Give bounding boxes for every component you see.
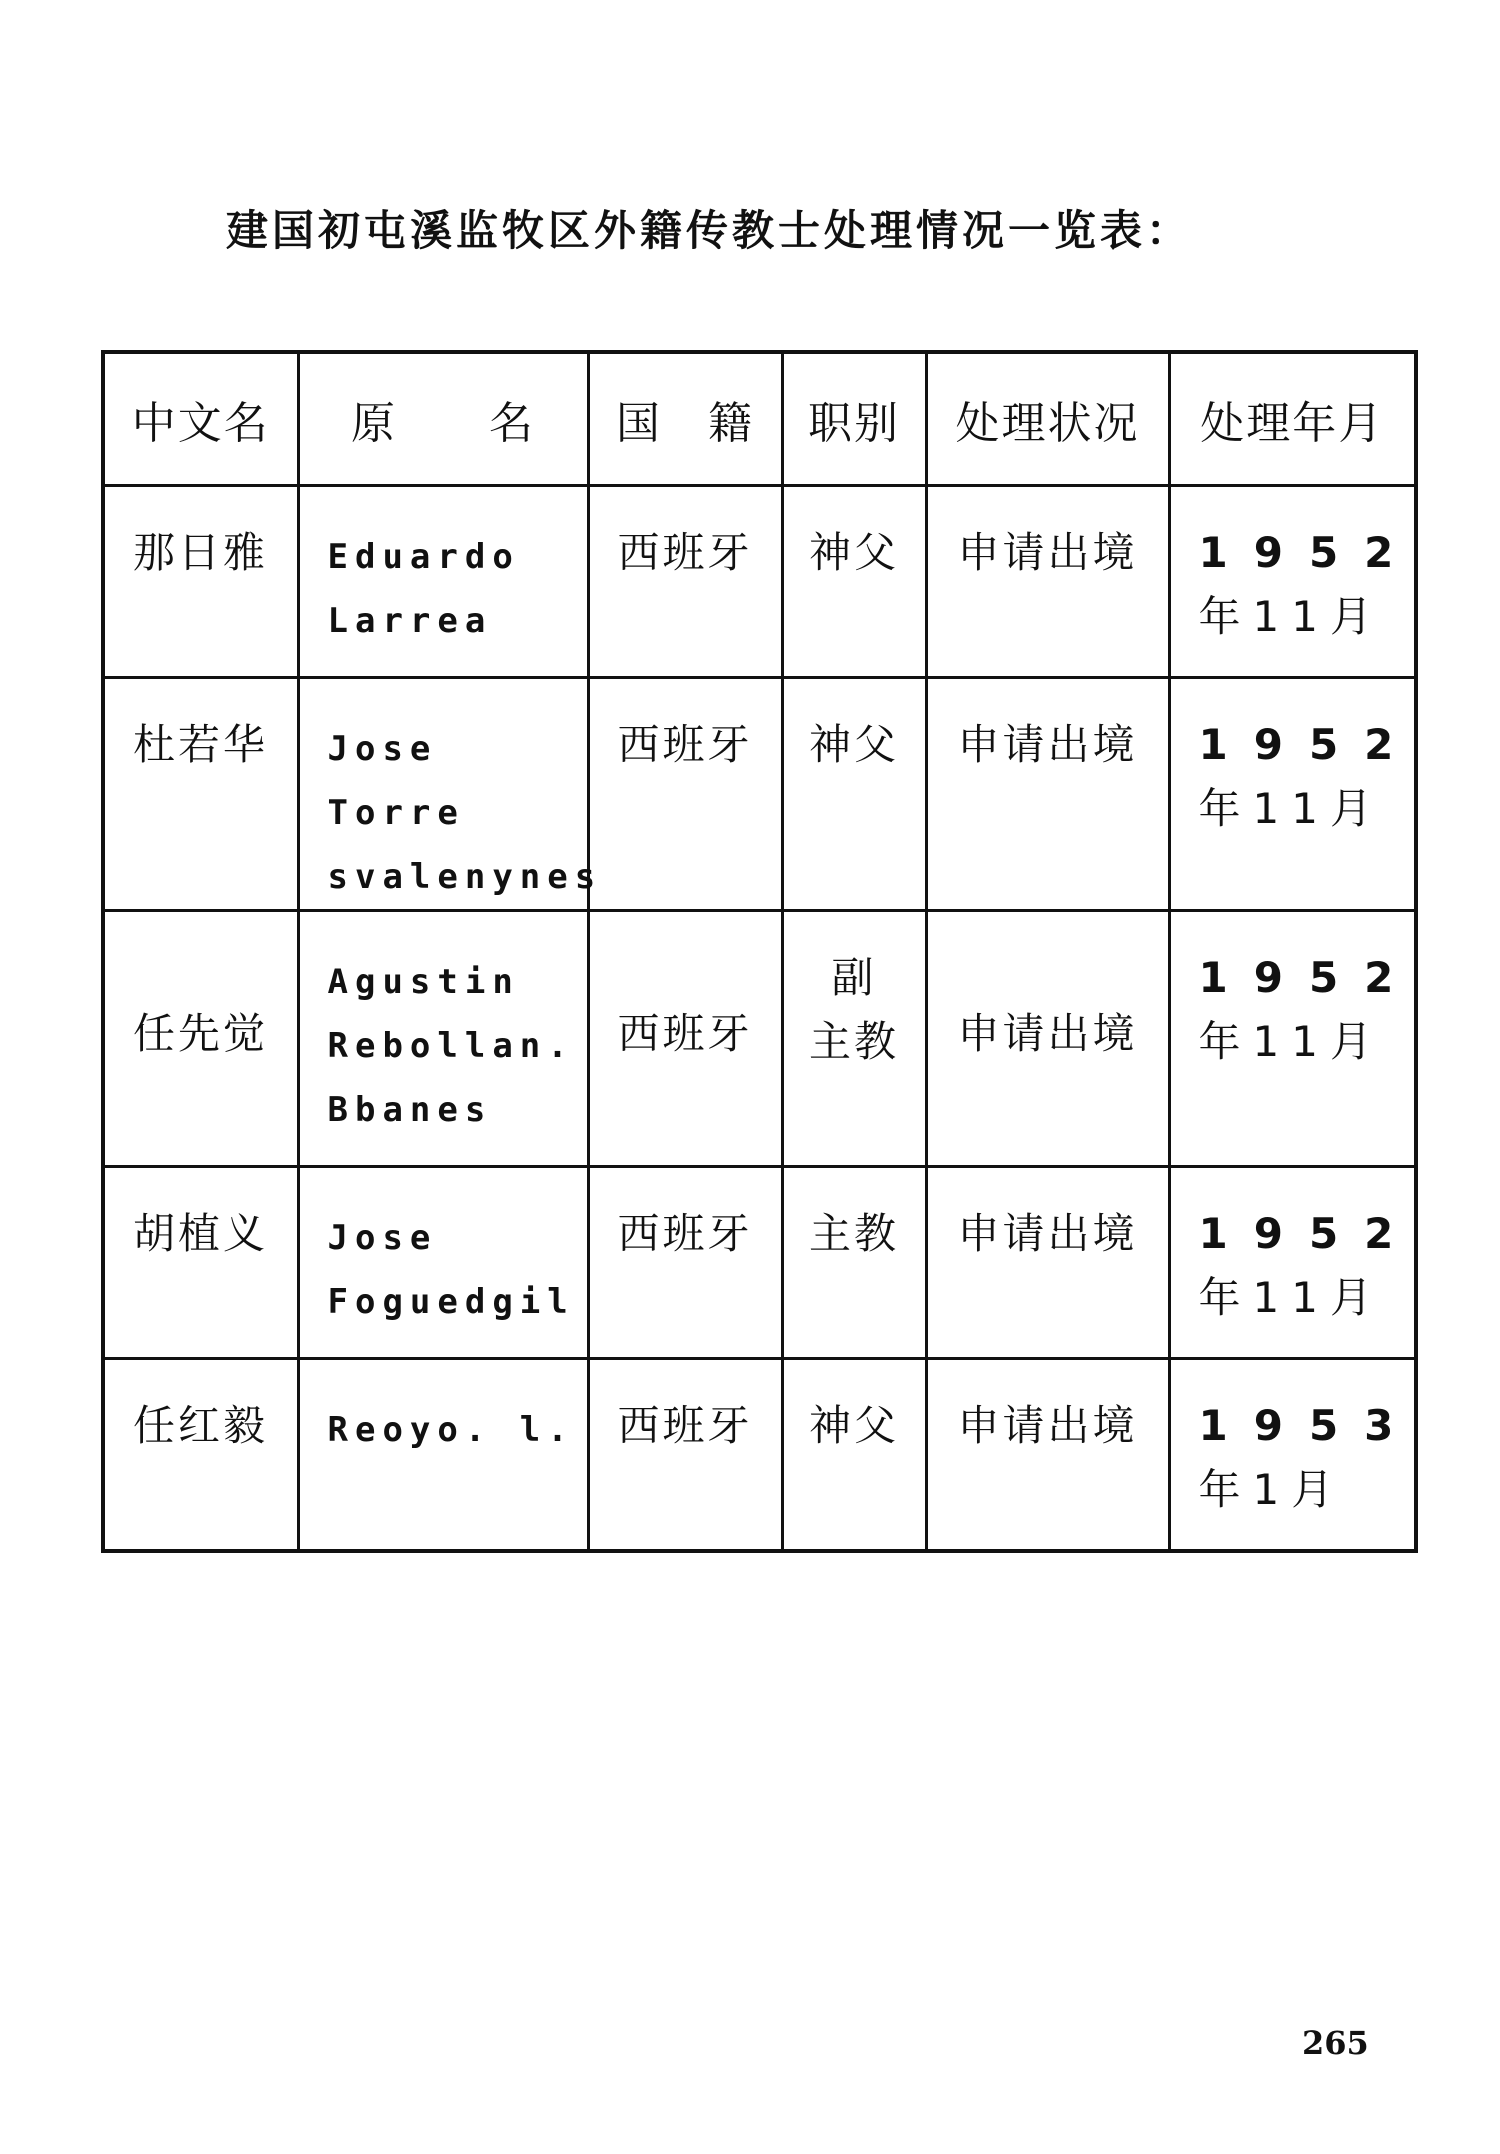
original-name-cell [298,1359,588,1551]
header-row [103,352,1416,486]
chinese-name: 任先觉 [133,1009,269,1058]
original-name: Eduardo Larrea [327,537,520,641]
nationality: 西班牙 [617,528,753,577]
date-month: 年11月 [1198,784,1384,833]
rank: 副 主教 [808,953,899,1066]
status-cell [926,911,1169,1167]
nationality-cell [588,911,782,1167]
nationality-cell [588,486,782,678]
rank-cell [782,1359,926,1551]
chinese-name: 胡植义 [133,1209,269,1258]
page-number: 265 [1302,2024,1369,2062]
nationality: 西班牙 [617,1401,753,1450]
rank: 主教 [808,1209,899,1258]
date-year: 1952 [1198,720,1420,769]
nationality: 西班牙 [617,1209,753,1258]
rank-cell [782,678,926,911]
table-row [103,486,1416,678]
original-name: Agustin Rebollan. Bbanes [327,962,575,1130]
chinese-name-cell [103,486,298,678]
header-date: 处理年月 [1169,352,1416,486]
status: 申请出境 [957,720,1138,769]
nationality: 西班牙 [617,1009,753,1058]
original-name-cell [298,911,588,1167]
chinese-name: 杜若华 [133,720,269,769]
header-status: 处理状况 [926,352,1169,486]
nationality-cell [588,1359,782,1551]
nationality-cell [588,1167,782,1359]
nationality: 西班牙 [617,720,753,769]
rank: 神父 [808,528,899,577]
table-header [103,352,1416,486]
chinese-name: 任红毅 [133,1401,269,1450]
status: 申请出境 [957,528,1138,577]
rank: 神父 [808,720,899,769]
document-title: 建国初屯溪监牧区外籍传教士处理情况一览表： [226,206,1193,255]
date-cell [1169,1359,1420,1551]
status-cell [926,1167,1169,1359]
status: 申请出境 [957,1009,1138,1058]
date-month: 年1月 [1198,1465,1346,1514]
header-chinese-name: 中文名 [103,352,298,486]
rank: 神父 [808,1401,899,1450]
table-row [103,1167,1416,1359]
table-row [103,911,1416,1167]
date-year: 1952 [1198,1209,1420,1258]
chinese-name: 那日雅 [133,528,269,577]
original-name-cell [298,678,603,911]
nationality-cell [588,678,782,911]
header-nationality: 国 籍 [588,352,782,486]
rank-cell [782,911,926,1167]
original-name: Reoyo. l. [327,1410,575,1450]
date-cell [1169,678,1420,911]
date-year: 1952 [1198,528,1420,577]
table-row [103,1359,1416,1551]
status: 申请出境 [957,1401,1138,1450]
original-name-cell [298,1167,588,1359]
chinese-name-cell [103,1359,298,1551]
status-cell [926,1359,1169,1551]
chinese-name-cell [103,678,298,911]
original-name: Jose Torre svalenynes [327,729,603,897]
original-name-cell [298,486,588,678]
header-original-name: 原 名 [298,352,588,486]
date-cell [1169,911,1420,1167]
date-cell [1169,1167,1420,1359]
missionary-table [101,350,1418,1553]
original-name: Jose Foguedgil [327,1218,575,1322]
header-rank: 职别 [782,352,926,486]
date-year: 1952 [1198,953,1420,1002]
table-body [103,486,1420,1551]
date-month: 年11月 [1198,1273,1384,1322]
chinese-name-cell [103,1167,298,1359]
status-cell [926,486,1169,678]
chinese-name-cell [103,911,298,1167]
status: 申请出境 [957,1209,1138,1258]
rank-cell [782,1167,926,1359]
date-cell [1169,486,1420,678]
table-row [103,678,1416,911]
status-cell [926,678,1169,911]
rank-cell [782,486,926,678]
date-month: 年11月 [1198,1017,1384,1066]
date-year: 1953 [1198,1401,1420,1450]
date-month: 年11月 [1198,592,1384,641]
